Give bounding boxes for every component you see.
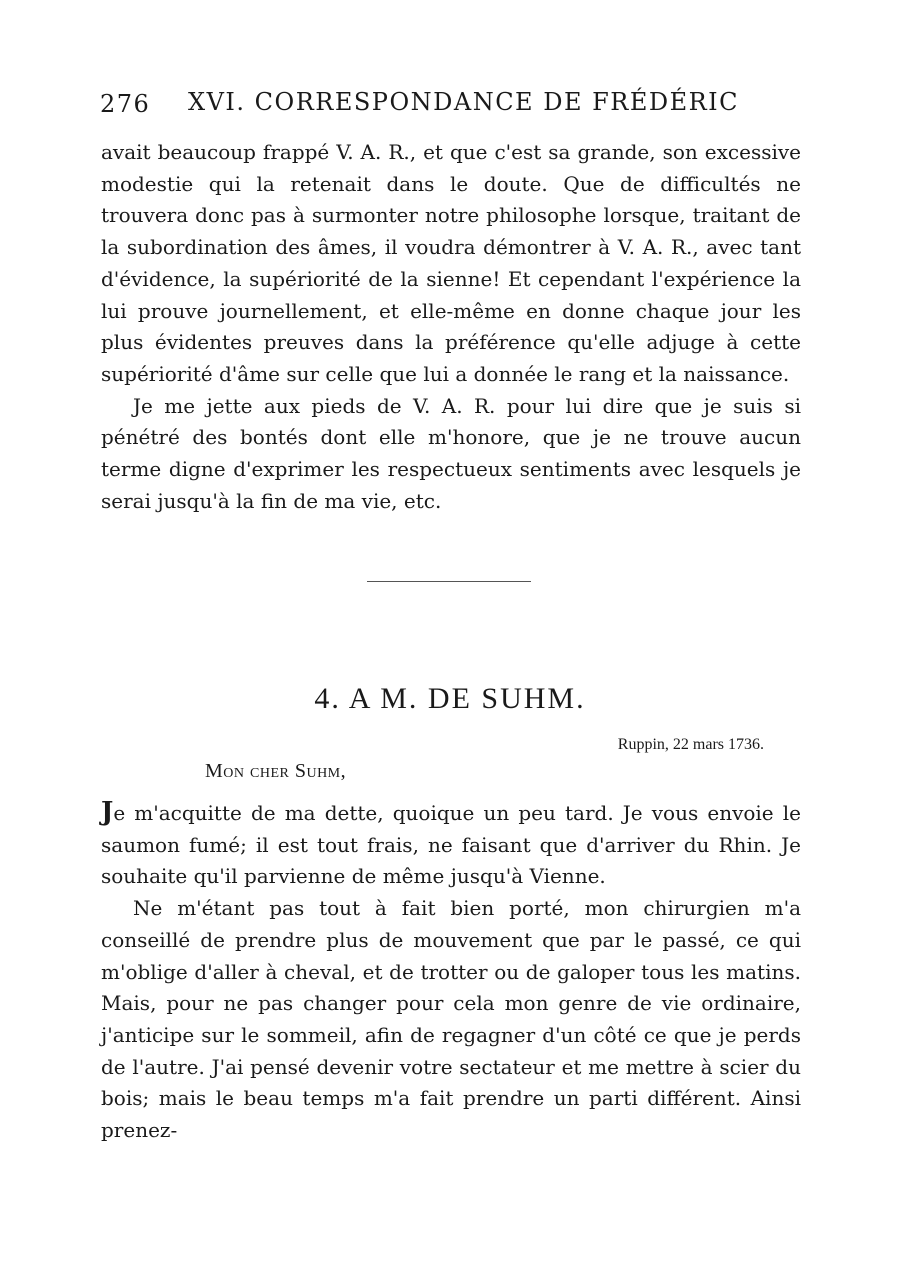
letter-paragraph-1-text: e m'acquitte de ma dette, quoique un peu tard. Je vous envoie le saumon fumé; il est tout frais, ne faisant que d'arriver du Rhin. Je souhaite qu'il parvienne de même jusqu'à Vienne.	[101, 801, 801, 889]
drop-cap: J	[101, 797, 114, 827]
letter-heading: 4. A M. DE SUHM.	[314, 682, 586, 715]
continuation-text	[101, 137, 801, 517]
running-head	[100, 88, 800, 124]
letter-body	[101, 797, 801, 1147]
letter-paragraph-1	[101, 797, 801, 893]
running-title: XVI. CORRESPONDANCE DE FRÉDÉRIC	[188, 88, 740, 116]
letter-dateline: Ruppin, 22 mars 1736.	[617, 736, 764, 753]
continuation-paragraph: avait beaucoup frappé V. A. R., et que c'est sa grande, son excessive modestie qui la retenait dans le doute. Que de difficultés ne trouvera donc pas à surmonter notre philosophe lorsque, traitant de la subordination des âmes, il voudra démontrer à V. A. R., avec tant d'évidence, la supériorité de la sienne! Et cependant l'expérience la lui prouve journellement, et elle-même en donne chaque jour les plus évidentes preuves dans la préférence qu'elle adjuge à cette supériorité d'âme sur celle que lui a donnée le rang et la naissance.	[101, 140, 801, 386]
closing-paragraph: Je me jette aux pieds de V. A. R. pour lui dire que je suis si pénétré des bontés dont elle m'honore, que je ne trouve aucun terme digne d'exprimer les respectueux sentiments avec lesquels je serai jusqu'à la fin de ma vie, etc.	[101, 393, 801, 513]
letter-paragraph-2: Ne m'étant pas tout à fait bien porté, mon chirurgien m'a conseillé de prendre plus de mouvement que par le passé, ce qui m'oblige d'aller à cheval, et de trotter ou de galoper tous les matins. Mais, pour ne pas changer pour cela mon genre de vie ordinaire, j'anticipe sur le sommeil, afin de regagner d'un côté ce que je perds de l'autre. J'ai pensé devenir votre sectateur et me mettre à scier du bois; mais le beau temps m'a fait prendre un parti différent. Ainsi prenez-	[101, 896, 801, 1143]
section-divider	[367, 581, 531, 582]
letter-salutation: Mon cher Suhm,	[205, 760, 347, 782]
page-number: 276	[100, 90, 151, 118]
